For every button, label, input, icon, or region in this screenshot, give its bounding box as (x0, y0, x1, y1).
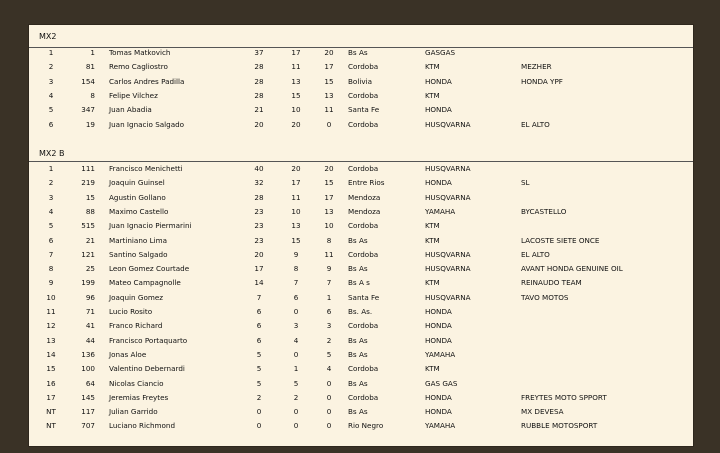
section-title: MX2 B (39, 149, 65, 158)
rider-number: 71 (85, 307, 95, 316)
rider-number: 88 (85, 206, 95, 216)
race-1-points: 11 (291, 192, 301, 202)
race-2-points: 10 (324, 221, 334, 231)
total-points: 0 (256, 407, 262, 417)
position: 13 (46, 335, 56, 345)
total-points: 20 (254, 249, 264, 259)
race-2-points: 13 (324, 206, 334, 216)
total-points: 23 (254, 235, 264, 245)
motorcycle-brand: KTM (425, 221, 440, 231)
race-2-points: 20 (324, 164, 334, 173)
total-points: 20 (254, 119, 264, 129)
position: 6 (48, 119, 54, 129)
motorcycle-brand: HUSQVARNA (425, 164, 471, 173)
table-row (29, 348, 693, 362)
rider-number: 707 (81, 421, 95, 431)
race-2-points: 11 (324, 105, 334, 115)
total-points: 6 (256, 321, 262, 331)
race-2-points: 5 (326, 349, 332, 359)
position: NT (46, 407, 56, 417)
position: 4 (48, 90, 54, 100)
rider-name: Agustin Gollano (109, 192, 166, 202)
race-1-points: 17 (291, 178, 301, 188)
motorcycle-brand: HONDA (425, 392, 452, 402)
rider-location: Mendoza (348, 192, 381, 202)
race-2-points: 4 (326, 364, 332, 374)
rider-number: 15 (85, 192, 95, 202)
race-1-points: 7 (293, 278, 299, 288)
motorcycle-brand: HUSQVARNA (425, 264, 471, 274)
position: 2 (48, 62, 54, 72)
total-points: 23 (254, 206, 264, 216)
rider-number: 64 (85, 378, 95, 388)
motorcycle-brand: HONDA (425, 307, 452, 316)
team-name: TAVO MOTOS (521, 292, 569, 302)
race-2-points: 0 (326, 119, 332, 129)
team-name: BYCASTELLO (521, 206, 567, 216)
total-points: 6 (256, 307, 262, 316)
race-1-points: 11 (291, 62, 301, 72)
total-points: 5 (256, 349, 262, 359)
total-points: 2 (256, 392, 262, 402)
position: NT (46, 421, 56, 431)
motorcycle-brand: HONDA (425, 335, 452, 345)
table-row (29, 75, 693, 89)
table-row (29, 234, 693, 248)
position: 5 (48, 221, 54, 231)
table-row (29, 377, 693, 391)
position: 7 (48, 249, 54, 259)
table-row (29, 219, 693, 233)
rider-number: 96 (85, 292, 95, 302)
rider-number: 25 (85, 264, 95, 274)
motorcycle-brand: GAS GAS (425, 378, 458, 388)
motorcycle-brand: KTM (425, 235, 440, 245)
rider-name: Francisco Portaquarto (109, 335, 188, 345)
motorcycle-brand: KTM (425, 90, 440, 100)
rider-name: Santino Salgado (109, 249, 168, 259)
rider-name: Juan Abadia (109, 105, 152, 115)
rider-number: 121 (81, 249, 95, 259)
race-1-points: 0 (293, 407, 299, 417)
total-points: 21 (254, 105, 264, 115)
rider-number: 219 (81, 178, 95, 188)
table-row (29, 248, 693, 262)
race-1-points: 0 (293, 307, 299, 316)
race-2-points: 3 (326, 321, 332, 331)
rider-name: Joaquin Guinsel (109, 178, 165, 188)
rider-name: Francisco Menichetti (109, 164, 183, 173)
race-1-points: 3 (293, 321, 299, 331)
rider-name: Carlos Andres Padilla (109, 76, 185, 86)
table-row (29, 362, 693, 376)
team-name: FREYTES MOTO SPPORT (521, 392, 607, 402)
rider-location: Cordoba (348, 62, 379, 72)
rider-location: Bs As (348, 407, 368, 417)
motorcycle-brand: HONDA (425, 407, 452, 417)
total-points: 28 (254, 192, 264, 202)
rider-name: Franco Richard (109, 321, 163, 331)
race-2-points: 0 (326, 421, 332, 431)
rider-name: Valentino Debernardi (109, 364, 185, 374)
team-name: SL (521, 178, 530, 188)
rider-number: 154 (81, 76, 95, 86)
race-2-points: 7 (326, 278, 332, 288)
rider-location: Cordoba (348, 221, 379, 231)
total-points: 14 (254, 278, 264, 288)
position: 14 (46, 349, 56, 359)
race-2-points: 20 (324, 48, 334, 57)
rider-number: 145 (81, 392, 95, 402)
race-2-points: 1 (326, 292, 332, 302)
rider-location: Rio Negro (348, 421, 384, 431)
rider-name: Martiniano Lima (109, 235, 167, 245)
motorcycle-brand: HONDA (425, 76, 452, 86)
rider-location: Bs. As. (348, 307, 373, 316)
table-row (29, 162, 693, 176)
position: 5 (48, 105, 54, 115)
section-title: MX2 (39, 32, 57, 41)
rider-name: Nicolas Ciancio (109, 378, 164, 388)
rider-location: Bs As (348, 48, 368, 57)
rider-name: Mateo Campagnolle (109, 278, 181, 288)
race-1-points: 9 (293, 249, 299, 259)
team-name: MEZHER (521, 62, 552, 72)
total-points: 5 (256, 364, 262, 374)
motorcycle-brand: HONDA (425, 321, 452, 331)
table-row (29, 205, 693, 219)
motorcycle-brand: KTM (425, 278, 440, 288)
total-points: 28 (254, 62, 264, 72)
race-1-points: 4 (293, 335, 299, 345)
rider-location: Cordoba (348, 392, 379, 402)
rider-name: Julian Garrido (109, 407, 158, 417)
rider-number: 19 (85, 119, 95, 129)
rider-location: Bs As (348, 378, 368, 388)
rider-location: Santa Fe (348, 292, 380, 302)
rider-number: 21 (85, 235, 95, 245)
race-2-points: 0 (326, 392, 332, 402)
table-row (29, 60, 693, 74)
table-row (29, 319, 693, 333)
race-1-points: 13 (291, 76, 301, 86)
rider-number: 199 (81, 278, 95, 288)
results-sheet (29, 25, 693, 446)
motorcycle-brand: HUSQVARNA (425, 192, 471, 202)
rider-number: 100 (81, 364, 95, 374)
table-row (29, 305, 693, 319)
rider-number: 44 (85, 335, 95, 345)
rider-location: Bolivia (348, 76, 372, 86)
rider-name: Leon Gomez Courtade (109, 264, 190, 274)
rider-name: Joaquin Gomez (109, 292, 164, 302)
rider-number: 41 (85, 321, 95, 331)
rider-location: Cordoba (348, 119, 379, 129)
total-points: 17 (254, 264, 264, 274)
motorcycle-brand: KTM (425, 364, 440, 374)
race-1-points: 15 (291, 90, 301, 100)
table-row (29, 276, 693, 290)
team-name: MX DEVESA (521, 407, 564, 417)
rider-location: Entre Rios (348, 178, 385, 188)
rider-name: Jonas Aloe (109, 349, 147, 359)
rider-location: Cordoba (348, 164, 379, 173)
team-name: EL ALTO (521, 249, 550, 259)
rider-location: Santa Fe (348, 105, 380, 115)
table-row (29, 176, 693, 190)
rider-location: Cordoba (348, 249, 379, 259)
race-2-points: 8 (326, 235, 332, 245)
motorcycle-brand: YAMAHA (425, 421, 456, 431)
race-1-points: 2 (293, 392, 299, 402)
race-1-points: 10 (291, 105, 301, 115)
rider-number: 515 (81, 221, 95, 231)
position: 9 (48, 278, 54, 288)
position: 15 (46, 364, 56, 374)
rider-number: 81 (85, 62, 95, 72)
total-points: 28 (254, 76, 264, 86)
race-2-points: 9 (326, 264, 332, 274)
position: 11 (46, 307, 56, 316)
rider-location: Bs As (348, 264, 368, 274)
total-points: 5 (256, 378, 262, 388)
rider-location: Cordoba (348, 364, 379, 374)
position: 1 (48, 48, 54, 57)
rider-name: Jeremias Freytes (109, 392, 169, 402)
race-2-points: 13 (324, 90, 334, 100)
rider-location: Cordoba (348, 90, 379, 100)
total-points: 6 (256, 335, 262, 345)
total-points: 32 (254, 178, 264, 188)
total-points: 40 (254, 164, 264, 173)
race-2-points: 15 (324, 178, 334, 188)
rider-location: Bs As (348, 349, 368, 359)
table-row (29, 405, 693, 419)
rider-number: 347 (81, 105, 95, 115)
race-2-points: 0 (326, 407, 332, 417)
race-1-points: 0 (293, 421, 299, 431)
motorcycle-brand: HONDA (425, 178, 452, 188)
position: 10 (46, 292, 56, 302)
rider-name: Felipe Vilchez (109, 90, 158, 100)
table-row (29, 334, 693, 348)
motorcycle-brand: HUSQVARNA (425, 292, 471, 302)
race-1-points: 1 (293, 364, 299, 374)
race-2-points: 0 (326, 378, 332, 388)
rider-name: Juan Ignacio Piermarini (109, 221, 192, 231)
rider-number: 117 (81, 407, 95, 417)
rider-location: Bs As (348, 235, 368, 245)
total-points: 23 (254, 221, 264, 231)
rider-number: 8 (90, 90, 95, 100)
rider-location: Bs As (348, 335, 368, 345)
race-1-points: 13 (291, 221, 301, 231)
motorcycle-brand: HUSQVARNA (425, 249, 471, 259)
race-1-points: 5 (293, 378, 299, 388)
team-name: AVANT HONDA GENUINE OIL (521, 264, 623, 274)
total-points: 37 (254, 48, 264, 57)
race-2-points: 15 (324, 76, 334, 86)
race-2-points: 17 (324, 62, 334, 72)
rider-number: 136 (81, 349, 95, 359)
rider-name: Maximo Castello (109, 206, 169, 216)
position: 1 (48, 164, 54, 173)
race-1-points: 20 (291, 164, 301, 173)
rider-location: Bs A s (348, 278, 370, 288)
position: 8 (48, 264, 54, 274)
position: 17 (46, 392, 56, 402)
rider-location: Cordoba (348, 321, 379, 331)
position: 12 (46, 321, 56, 331)
race-1-points: 8 (293, 264, 299, 274)
table-row (29, 89, 693, 103)
team-name: RUBBLE MOTOSPORT (521, 421, 598, 431)
table-row (29, 391, 693, 405)
race-1-points: 15 (291, 235, 301, 245)
team-name: LACOSTE SIETE ONCE (521, 235, 600, 245)
race-2-points: 17 (324, 192, 334, 202)
rider-name: Tomas Matkovich (109, 48, 171, 57)
rider-location: Mendoza (348, 206, 381, 216)
total-points: 0 (256, 421, 262, 431)
rider-number: 111 (81, 164, 95, 173)
table-row (29, 118, 693, 132)
race-1-points: 20 (291, 119, 301, 129)
motorcycle-brand: HUSQVARNA (425, 119, 471, 129)
table-row (29, 291, 693, 305)
rider-name: Juan Ignacio Salgado (109, 119, 185, 129)
rider-number: 1 (90, 48, 95, 57)
race-1-points: 0 (293, 349, 299, 359)
table-row (29, 262, 693, 276)
total-points: 28 (254, 90, 264, 100)
table-row (29, 46, 693, 60)
rider-name: Luciano Richmond (109, 421, 176, 431)
motorcycle-brand: GASGAS (425, 48, 456, 57)
race-1-points: 17 (291, 48, 301, 57)
race-1-points: 10 (291, 206, 301, 216)
position: 3 (48, 76, 54, 86)
rider-name: Lucio Rosito (109, 307, 153, 316)
total-points: 7 (256, 292, 262, 302)
rider-name: Remo Cagliostro (109, 62, 168, 72)
position: 6 (48, 235, 54, 245)
table-row (29, 419, 693, 433)
race-1-points: 6 (293, 292, 299, 302)
position: 3 (48, 192, 54, 202)
team-name: REINAUDO TEAM (521, 278, 582, 288)
table-row (29, 191, 693, 205)
motorcycle-brand: HONDA (425, 105, 452, 115)
race-2-points: 11 (324, 249, 334, 259)
position: 2 (48, 178, 54, 188)
position: 4 (48, 206, 54, 216)
motorcycle-brand: KTM (425, 62, 440, 72)
position: 16 (46, 378, 56, 388)
team-name: HONDA YPF (521, 76, 563, 86)
race-2-points: 2 (326, 335, 332, 345)
motorcycle-brand: YAMAHA (425, 206, 456, 216)
team-name: EL ALTO (521, 119, 550, 129)
motorcycle-brand: YAMAHA (425, 349, 456, 359)
race-2-points: 6 (326, 307, 332, 316)
table-row (29, 103, 693, 117)
